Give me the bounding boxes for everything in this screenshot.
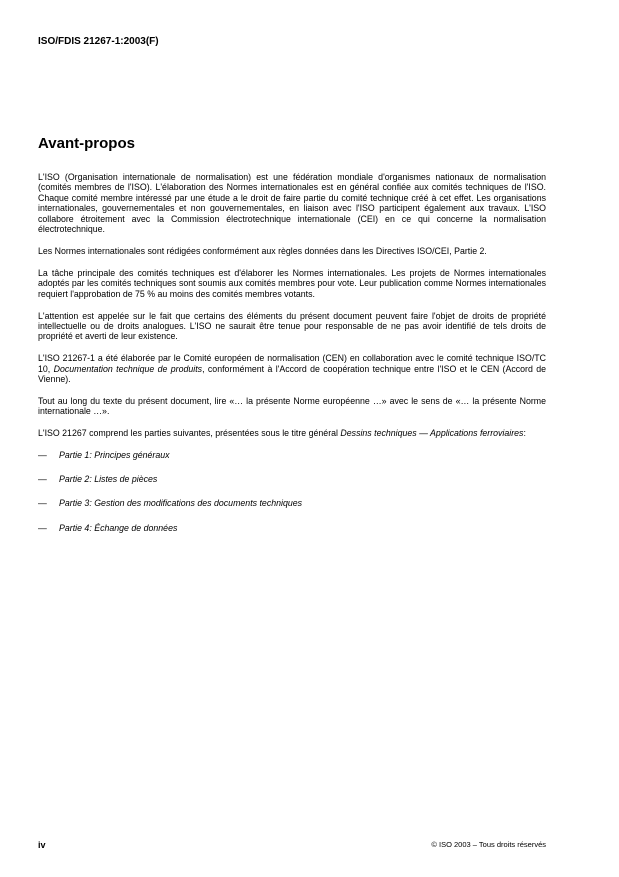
general-title: Dessins techniques — Applications ferroviaires — [340, 428, 524, 439]
page-number: iv — [38, 840, 46, 850]
paragraph-reading-note: Tout au long du texte du présent document, lire «… la présente Norme européenne …» avec le sens de «… la présente Norme internationale …». — [38, 396, 546, 417]
part-title: Partie 4: Échange de données — [59, 522, 178, 533]
list-dash: — — [38, 474, 47, 485]
section-title: Avant-propos — [38, 135, 135, 152]
part-title: Partie 3: Gestion des modifications des documents techniques — [59, 498, 303, 509]
foreword-body — [38, 172, 546, 547]
paragraph-preparation — [38, 353, 546, 384]
paragraph-preparation-text-start: L'ISO 21267-1 a été élaborée par le Comité européen de normalisation (CEN) en collaboration avec le comité technique ISO/TC 10, — [38, 353, 546, 374]
list-dash: — — [38, 522, 47, 533]
list-dash: — — [38, 450, 47, 461]
paragraph-parts-intro-colon: : — [523, 428, 526, 439]
part-title: Partie 2: Listes de pièces — [59, 474, 158, 485]
list-item — [38, 450, 546, 460]
paragraph-preparation-committee-title: Documentation technique de produits — [53, 363, 203, 374]
document-id-header: ISO/FDIS 21267-1:2003(F) — [38, 36, 159, 47]
paragraph-iec-directives: Les Normes internationales sont rédigées conformément aux règles données dans les Directives ISO/CEI, Partie 2. — [38, 245, 487, 256]
list-item — [38, 523, 546, 533]
paragraph-technical-committees: La tâche principale des comités techniques est d'élaborer les Normes internationales. Les projets de Normes internationales adoptés par les comités techniques sont soumis aux comités membres pour vote. Leur publication comme Normes internationales requiert l'approbation de 75 % au moins des comités membres votants. — [38, 267, 546, 299]
paragraph-patent-rights: L'attention est appelée sur le fait que certains des éléments du présent document peuvent faire l'objet de droits de propriété intellectuelle ou de droits analogues. L'ISO ne saurait être tenue pour responsable de ne pas avoir identifié de tels droits de propriété et averti de leur existence. — [38, 310, 546, 342]
list-dash: — — [38, 498, 47, 509]
paragraph-preparation-text-end: , conformément à l'Accord de coopération technique entre l'ISO et le CEN (Accord de Vienne). — [38, 363, 546, 385]
list-item — [38, 498, 546, 508]
list-item — [38, 474, 546, 484]
part-title: Partie 1: Principes généraux — [59, 450, 170, 461]
paragraph-parts-intro-text: L'ISO 21267 comprend les parties suivantes, présentées sous le titre général — [38, 428, 341, 439]
parts-list — [38, 450, 546, 533]
paragraph-iso-organisation: L'ISO (Organisation internationale de normalisation) est une fédération mondiale d'organismes nationaux de normalisation (comités membres de l'ISO). L'élaboration des Normes internationales est en général confiée aux comités techniques de l'ISO. Chaque comité membre intéressé par une étude a le droit de faire partie du comité technique créé à cet effet. Les organisations internationales, gouvernementales et non gouvernementales, en liaison avec l'ISO participent également aux travaux. L'ISO collabore étroitement avec la Commission électrotechnique internationale (CEI) en ce qui concerne la normalisation électrotechnique. — [38, 172, 546, 235]
copyright-notice: © ISO 2003 – Tous droits réservés — [431, 840, 546, 849]
paragraph-parts-intro — [38, 428, 546, 438]
